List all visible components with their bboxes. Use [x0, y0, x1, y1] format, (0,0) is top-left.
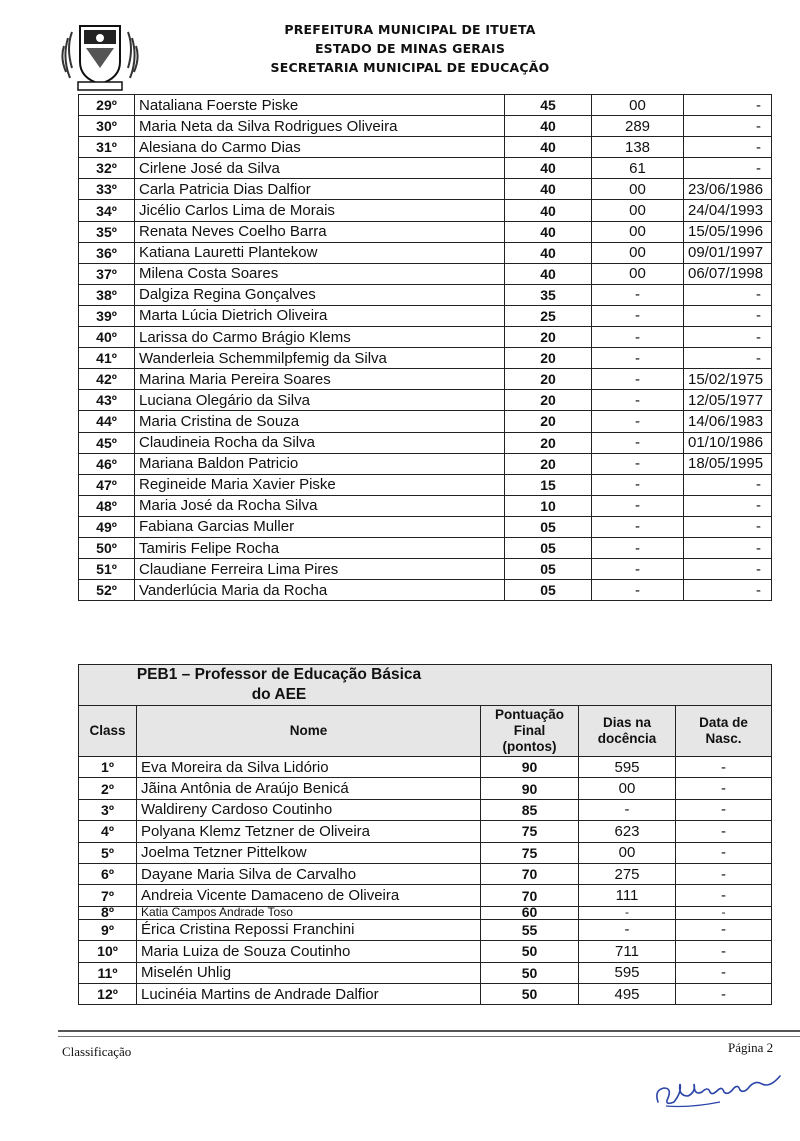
birthdate-cell: 01/10/1986: [684, 432, 772, 453]
points-cell: 40: [505, 221, 592, 242]
birthdate-cell: 12/05/1977: [684, 390, 772, 411]
birthdate-cell: -: [684, 327, 772, 348]
days-cell: -: [592, 559, 684, 580]
name-cell: Érica Cristina Repossi Franchini: [137, 919, 481, 940]
table-row: [79, 962, 772, 983]
column-header-row: [79, 706, 772, 757]
days-cell: 111: [579, 885, 676, 906]
table-row: [79, 242, 772, 263]
footer-divider: [58, 1030, 800, 1037]
section-title-row: [79, 665, 772, 706]
birthdate-cell: 09/01/1997: [684, 242, 772, 263]
class-cell: 6º: [79, 863, 137, 884]
days-cell: 289: [592, 116, 684, 137]
points-cell: 05: [505, 580, 592, 601]
days-cell: 595: [579, 757, 676, 778]
class-cell: 35º: [79, 221, 135, 242]
points-cell: 20: [505, 453, 592, 474]
days-cell: 00: [579, 778, 676, 799]
birthdate-cell: -: [684, 537, 772, 558]
points-cell: 25: [505, 305, 592, 326]
days-cell: -: [579, 906, 676, 919]
points-cell: 20: [505, 369, 592, 390]
page-number: Página 2: [728, 1040, 774, 1055]
table-row: [79, 221, 772, 242]
points-cell: 70: [481, 885, 579, 906]
section-title-cell: [79, 665, 772, 706]
class-cell: 47º: [79, 474, 135, 495]
class-cell: 44º: [79, 411, 135, 432]
name-cell: Vanderlúcia Maria da Rocha: [135, 580, 505, 601]
class-cell: 36º: [79, 242, 135, 263]
name-cell: Joelma Tetzner Pittelkow: [137, 842, 481, 863]
points-cell: 10: [505, 495, 592, 516]
points-cell: 45: [505, 95, 592, 116]
points-cell: 40: [505, 263, 592, 284]
class-cell: 11º: [79, 962, 137, 983]
name-cell: Renata Neves Coelho Barra: [135, 221, 505, 242]
table-row: [79, 537, 772, 558]
birthdate-cell: -: [684, 516, 772, 537]
class-cell: 29º: [79, 95, 135, 116]
points-cell: 05: [505, 537, 592, 558]
birthdate-cell: -: [684, 95, 772, 116]
name-cell: Lucinéia Martins de Andrade Dalfior: [137, 983, 481, 1004]
days-cell: 00: [592, 263, 684, 284]
municipal-crest-icon: [60, 18, 140, 96]
birthdate-cell: 18/05/1995: [684, 453, 772, 474]
name-cell: Maria Neta da Silva Rodrigues Oliveira: [135, 116, 505, 137]
col-header-days: Dias na docência: [579, 706, 676, 757]
points-cell: 20: [505, 432, 592, 453]
class-cell: 45º: [79, 432, 135, 453]
birthdate-cell: 15/02/1975: [684, 369, 772, 390]
birthdate-cell: 14/06/1983: [684, 411, 772, 432]
birthdate-cell: -: [676, 799, 772, 820]
points-cell: 85: [481, 799, 579, 820]
days-cell: -: [592, 537, 684, 558]
class-cell: 40º: [79, 327, 135, 348]
points-cell: 20: [505, 390, 592, 411]
points-cell: 15: [505, 474, 592, 495]
birthdate-cell: -: [684, 305, 772, 326]
birthdate-cell: -: [684, 158, 772, 179]
days-cell: 623: [579, 821, 676, 842]
class-cell: 42º: [79, 369, 135, 390]
days-cell: -: [592, 348, 684, 369]
class-cell: 10º: [79, 941, 137, 962]
col-header-points: Pontuação Final (pontos): [481, 706, 579, 757]
name-cell: Katia Campos Andrade Toso: [137, 906, 481, 919]
name-cell: Mariana Baldon Patricio: [135, 453, 505, 474]
birthdate-cell: -: [684, 348, 772, 369]
class-cell: 38º: [79, 284, 135, 305]
header-line-1: PREFEITURA MUNICIPAL DE ITUETA: [284, 22, 536, 37]
birthdate-cell: 15/05/1996: [684, 221, 772, 242]
days-cell: -: [579, 799, 676, 820]
name-cell: Katiana Lauretti Plantekow: [135, 242, 505, 263]
name-cell: Dalgiza Regina Gonçalves: [135, 284, 505, 305]
days-cell: -: [592, 474, 684, 495]
points-cell: 35: [505, 284, 592, 305]
birthdate-cell: -: [684, 559, 772, 580]
table-row: [79, 369, 772, 390]
class-cell: 12º: [79, 983, 137, 1004]
col-header-class: Class: [79, 706, 137, 757]
birthdate-cell: -: [676, 941, 772, 962]
name-cell: Nataliana Foerste Piske: [135, 95, 505, 116]
days-cell: 00: [592, 200, 684, 221]
class-cell: 2º: [79, 778, 137, 799]
birthdate-cell: -: [676, 962, 772, 983]
birthdate-cell: -: [676, 919, 772, 940]
name-cell: Maria Cristina de Souza: [135, 411, 505, 432]
birthdate-cell: 23/06/1986: [684, 179, 772, 200]
days-cell: 00: [592, 242, 684, 263]
birthdate-cell: -: [684, 580, 772, 601]
name-cell: Regineide Maria Xavier Piske: [135, 474, 505, 495]
section-title-line-1: PEB1 – Professor de Educação Básica: [136, 666, 422, 683]
class-cell: 1º: [79, 757, 137, 778]
handwritten-signature-icon: [650, 1062, 790, 1112]
days-cell: 61: [592, 158, 684, 179]
table-row: [79, 906, 772, 919]
points-cell: 50: [481, 962, 579, 983]
table-row: [79, 885, 772, 906]
birthdate-cell: 24/04/1993: [684, 200, 772, 221]
days-cell: -: [592, 369, 684, 390]
table-row: [79, 116, 772, 137]
days-cell: -: [592, 453, 684, 474]
name-cell: Wanderleia Schemmilpfemig da Silva: [135, 348, 505, 369]
table-row: [79, 348, 772, 369]
table-row: [79, 842, 772, 863]
days-cell: -: [592, 390, 684, 411]
class-cell: 34º: [79, 200, 135, 221]
days-cell: -: [592, 516, 684, 537]
birthdate-cell: -: [676, 863, 772, 884]
name-cell: Miselén Uhlig: [137, 962, 481, 983]
name-cell: Carla Patricia Dias Dalfior: [135, 179, 505, 200]
points-cell: 20: [505, 411, 592, 432]
table-row: [79, 474, 772, 495]
points-cell: 55: [481, 919, 579, 940]
table-row: [79, 516, 772, 537]
birthdate-cell: -: [684, 495, 772, 516]
class-cell: 30º: [79, 116, 135, 137]
table-row: [79, 284, 772, 305]
days-cell: -: [592, 432, 684, 453]
table-row: [79, 200, 772, 221]
table-row: [79, 390, 772, 411]
days-cell: 275: [579, 863, 676, 884]
days-cell: -: [579, 919, 676, 940]
points-cell: 50: [481, 941, 579, 962]
class-cell: 37º: [79, 263, 135, 284]
points-cell: 20: [505, 327, 592, 348]
points-cell: 05: [505, 559, 592, 580]
name-cell: Jãina Antônia de Araújo Benicá: [137, 778, 481, 799]
name-cell: Tamiris Felipe Rocha: [135, 537, 505, 558]
name-cell: Claudiane Ferreira Lima Pires: [135, 559, 505, 580]
days-cell: 00: [592, 221, 684, 242]
days-cell: 595: [579, 962, 676, 983]
table-row: [79, 263, 772, 284]
class-cell: 9º: [79, 919, 137, 940]
name-cell: Luciana Olegário da Silva: [135, 390, 505, 411]
classification-table-continued: [78, 94, 772, 601]
class-cell: 39º: [79, 305, 135, 326]
birthdate-cell: -: [676, 778, 772, 799]
points-cell: 75: [481, 821, 579, 842]
points-cell: 05: [505, 516, 592, 537]
days-cell: 495: [579, 983, 676, 1004]
page-header: [0, 0, 800, 95]
points-cell: 40: [505, 179, 592, 200]
name-cell: Jicélio Carlos Lima de Morais: [135, 200, 505, 221]
points-cell: 70: [481, 863, 579, 884]
footer-label: Classificação: [62, 1044, 132, 1059]
birthdate-cell: -: [684, 137, 772, 158]
birthdate-cell: -: [676, 842, 772, 863]
days-cell: 00: [592, 179, 684, 200]
name-cell: Fabiana Garcias Muller: [135, 516, 505, 537]
points-cell: 40: [505, 200, 592, 221]
days-cell: 711: [579, 941, 676, 962]
days-cell: -: [592, 327, 684, 348]
table-row: [79, 305, 772, 326]
points-cell: 75: [481, 842, 579, 863]
table-row: [79, 158, 772, 179]
class-cell: 4º: [79, 821, 137, 842]
table-row: [79, 495, 772, 516]
class-cell: 7º: [79, 885, 137, 906]
points-cell: 40: [505, 242, 592, 263]
table-row: [79, 137, 772, 158]
name-cell: Milena Costa Soares: [135, 263, 505, 284]
class-cell: 41º: [79, 348, 135, 369]
days-cell: -: [592, 284, 684, 305]
table-row: [79, 411, 772, 432]
name-cell: Waldireny Cardoso Coutinho: [137, 799, 481, 820]
birthdate-cell: -: [676, 885, 772, 906]
table-row: [79, 863, 772, 884]
birthdate-cell: -: [684, 284, 772, 305]
name-cell: Marta Lúcia Dietrich Oliveira: [135, 305, 505, 326]
days-cell: -: [592, 495, 684, 516]
birthdate-cell: -: [676, 906, 772, 919]
name-cell: Claudineia Rocha da Silva: [135, 432, 505, 453]
table-row: [79, 179, 772, 200]
col-header-name: Nome: [137, 706, 481, 757]
section-title: [79, 665, 479, 705]
class-cell: 46º: [79, 453, 135, 474]
table-row: [79, 983, 772, 1004]
days-cell: -: [592, 411, 684, 432]
class-cell: 3º: [79, 799, 137, 820]
points-cell: 50: [481, 983, 579, 1004]
header-text-block: [245, 20, 575, 77]
points-cell: 90: [481, 778, 579, 799]
table-row: [79, 919, 772, 940]
table-row: [79, 757, 772, 778]
birthdate-cell: -: [676, 983, 772, 1004]
birthdate-cell: 06/07/1998: [684, 263, 772, 284]
table-row: [79, 799, 772, 820]
name-cell: Larissa do Carmo Brágio Klems: [135, 327, 505, 348]
peb1-aee-classification-table: [78, 664, 772, 1005]
points-cell: 20: [505, 348, 592, 369]
birthdate-cell: -: [676, 821, 772, 842]
name-cell: Polyana Klemz Tetzner de Oliveira: [137, 821, 481, 842]
table-row: [79, 580, 772, 601]
name-cell: Andreia Vicente Damaceno de Oliveira: [137, 885, 481, 906]
name-cell: Maria José da Rocha Silva: [135, 495, 505, 516]
class-cell: 48º: [79, 495, 135, 516]
table-row: [79, 432, 772, 453]
header-line-2: ESTADO DE MINAS GERAIS: [314, 41, 506, 56]
points-cell: 40: [505, 137, 592, 158]
table-row: [79, 941, 772, 962]
header-line-3: SECRETARIA MUNICIPAL DE EDUCAÇÃO: [270, 60, 550, 75]
days-cell: -: [592, 305, 684, 326]
points-cell: 40: [505, 116, 592, 137]
birthdate-cell: -: [684, 474, 772, 495]
class-cell: 52º: [79, 580, 135, 601]
table-row: [79, 95, 772, 116]
table-row: [79, 559, 772, 580]
section-title-line-2: do AEE: [251, 686, 307, 703]
birthdate-cell: -: [676, 757, 772, 778]
class-cell: 43º: [79, 390, 135, 411]
class-cell: 49º: [79, 516, 135, 537]
name-cell: Cirlene José da Silva: [135, 158, 505, 179]
points-cell: 90: [481, 757, 579, 778]
table-row: [79, 327, 772, 348]
class-cell: 50º: [79, 537, 135, 558]
class-cell: 32º: [79, 158, 135, 179]
birthdate-cell: -: [684, 116, 772, 137]
name-cell: Alesiana do Carmo Dias: [135, 137, 505, 158]
points-cell: 60: [481, 906, 579, 919]
days-cell: -: [592, 580, 684, 601]
class-cell: 8º: [79, 906, 137, 919]
days-cell: 138: [592, 137, 684, 158]
name-cell: Marina Maria Pereira Soares: [135, 369, 505, 390]
table-row: [79, 453, 772, 474]
name-cell: Maria Luiza de Souza Coutinho: [137, 941, 481, 962]
class-cell: 51º: [79, 559, 135, 580]
col-header-birthdate: Data de Nasc.: [676, 706, 772, 757]
table-row: [79, 821, 772, 842]
name-cell: Eva Moreira da Silva Lidório: [137, 757, 481, 778]
days-cell: 00: [592, 95, 684, 116]
days-cell: 00: [579, 842, 676, 863]
class-cell: 33º: [79, 179, 135, 200]
name-cell: Dayane Maria Silva de Carvalho: [137, 863, 481, 884]
class-cell: 31º: [79, 137, 135, 158]
table-row: [79, 778, 772, 799]
class-cell: 5º: [79, 842, 137, 863]
points-cell: 40: [505, 158, 592, 179]
